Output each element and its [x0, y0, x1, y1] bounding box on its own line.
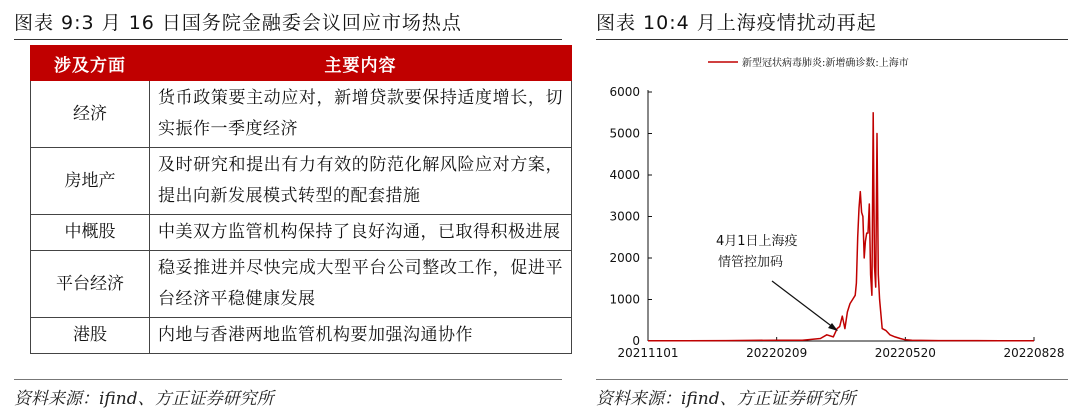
figure-10-title: 图表 10:4 月上海疫情扰动再起 — [596, 12, 877, 34]
row-content: 稳妥推进并尽快完成大型平台公司整改工作，促进平台经济平稳健康发展 — [150, 251, 572, 318]
chart-legend — [708, 56, 909, 69]
figure-9-source-rule — [14, 379, 562, 380]
annotation-line2: 情管控加码 — [718, 255, 784, 270]
x-tick-label: 20220209 — [746, 346, 808, 360]
row-aspect: 港股 — [31, 318, 150, 354]
figure-10-title-rule — [596, 39, 1068, 40]
header-content: 主要内容 — [150, 46, 572, 81]
y-axis — [609, 85, 652, 348]
table-row — [31, 148, 572, 215]
annotation-line1: 4月1日上海疫 — [716, 234, 798, 249]
policy-table — [30, 45, 572, 354]
figure-9-source: 资料来源：ifind、方正证券研究所 — [14, 389, 274, 409]
y-tick-label: 1000 — [609, 292, 640, 307]
row-aspect: 中概股 — [31, 215, 150, 251]
annotation-arrow — [772, 281, 834, 328]
figure-10-source: 资料来源：ifind、方正证券研究所 — [596, 389, 856, 409]
y-tick-label: 0 — [632, 334, 640, 348]
y-tick-label: 6000 — [609, 85, 640, 99]
series-line-shanghai-new-cases — [648, 113, 1034, 341]
header-aspect: 涉及方面 — [31, 46, 150, 81]
y-tick-label: 2000 — [609, 251, 640, 265]
table-row — [31, 215, 572, 251]
shanghai-cases-chart — [596, 45, 1068, 375]
table-row — [31, 318, 572, 354]
x-tick-label: 20220520 — [874, 346, 936, 360]
series-layer — [648, 113, 1034, 341]
figure-9-title: 图表 9:3 月 16 日国务院金融委会议回应市场热点 — [14, 12, 462, 34]
legend-label: 新型冠状病毒肺炎:新增确诊数:上海市 — [742, 58, 909, 69]
figure-10-source-rule — [596, 379, 1068, 380]
row-aspect: 房地产 — [31, 148, 150, 215]
y-tick-label: 4000 — [609, 168, 640, 182]
row-content: 中美双方监管机构保持了良好沟通，已取得积极进展 — [150, 215, 572, 251]
table-row — [31, 251, 572, 318]
table-row — [31, 81, 572, 148]
table-header-row — [31, 46, 572, 81]
y-tick-label: 3000 — [609, 209, 640, 224]
row-content: 内地与香港两地监管机构要加强沟通协作 — [150, 318, 572, 354]
row-aspect: 平台经济 — [31, 251, 150, 318]
row-content: 货币政策要主动应对，新增贷款要保持适度增长，切实振作一季度经济 — [150, 81, 572, 148]
y-tick-label: 5000 — [609, 126, 640, 141]
figure-9-title-rule — [14, 39, 562, 40]
row-content: 及时研究和提出有力有效的防范化解风险应对方案，提出向新发展模式转型的配套措施 — [150, 148, 572, 215]
x-tick-label: 20211101 — [617, 346, 679, 360]
row-aspect: 经济 — [31, 81, 150, 148]
x-tick-label: 20220828 — [1003, 346, 1065, 360]
chart-annotation — [716, 234, 838, 331]
